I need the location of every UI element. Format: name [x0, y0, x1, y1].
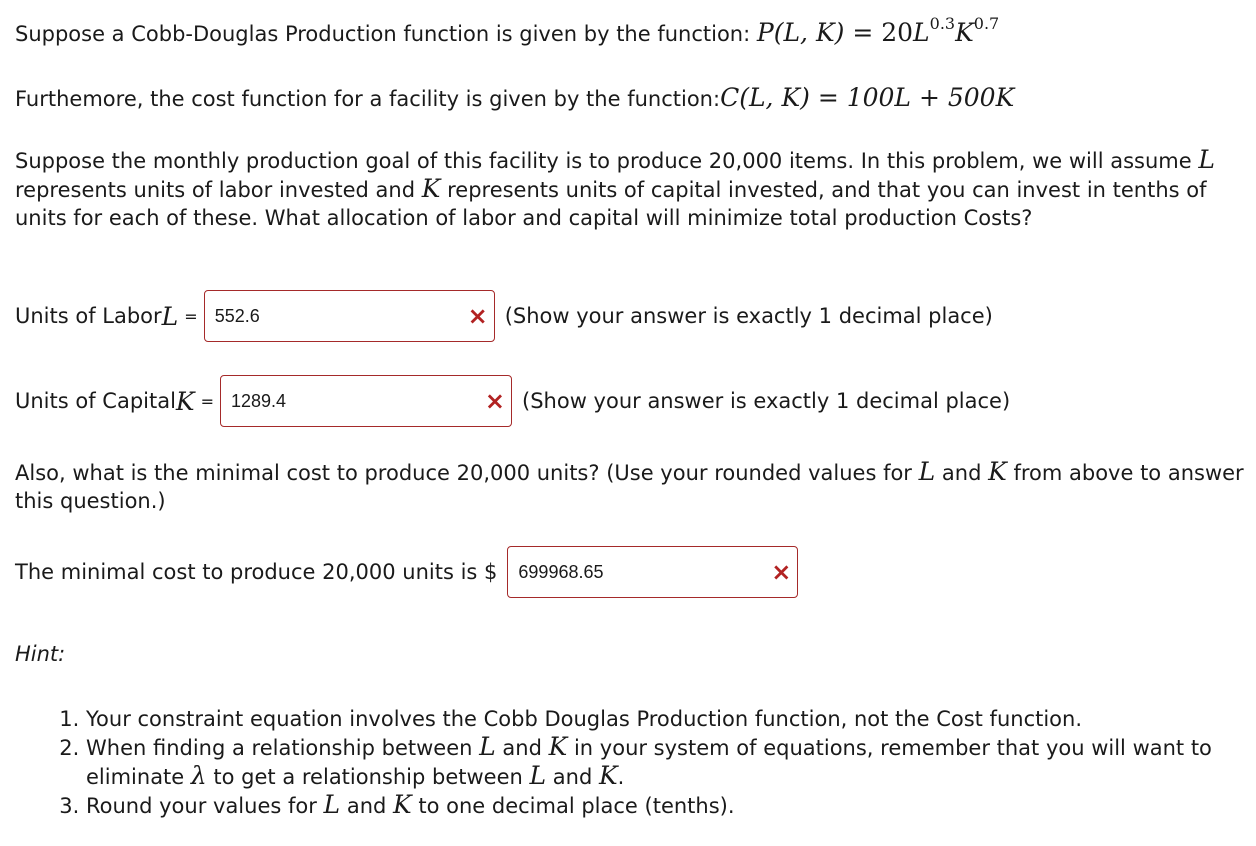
cost-input[interactable]: [518, 562, 765, 583]
hint-item-2-text: .: [617, 765, 625, 789]
hint-item-2-text: and: [546, 765, 599, 789]
cost-incorrect-icon: ×: [771, 558, 792, 586]
capital-answer-row: [15, 375, 1010, 427]
cost-answer-box: [507, 546, 798, 598]
cost-function-statement: [15, 83, 1014, 112]
cost-prefix: Furthemore, the cost function for a facility is given by the function:: [15, 87, 721, 111]
labor-answer-row: [15, 290, 993, 342]
problem-part2: represents units of labor invested and: [15, 178, 422, 202]
hint-var-K: K: [598, 761, 618, 790]
problem-var-L: L: [1198, 145, 1215, 174]
hint-item-3-text: and: [340, 794, 394, 818]
production-eq: = 20: [844, 18, 914, 47]
hint-item-3-text: Round your values for: [86, 794, 324, 818]
hint-item: [86, 705, 1246, 733]
labor-label: Units of Labor: [15, 304, 162, 328]
capital-variable: K: [175, 386, 195, 416]
problem-var-K: K: [421, 174, 441, 203]
also-var-K: K: [988, 457, 1007, 486]
hint-item: [86, 733, 1246, 791]
hint-item-1-text: Your constraint equation involves the Cobb Douglas Production function, not the Cost function.: [86, 707, 1083, 731]
production-L-exponent: 0.3: [929, 14, 956, 33]
capital-note: (Show your answer is exactly 1 decimal place): [522, 389, 1011, 413]
capital-label: Units of Capital: [15, 389, 176, 413]
minimal-cost-question: [15, 458, 1247, 515]
labor-equals: =: [184, 306, 198, 326]
hint-item-2-text: to get a relationship between: [206, 765, 530, 789]
labor-input[interactable]: [215, 306, 462, 327]
labor-variable: L: [161, 301, 179, 331]
production-lhs: P(L, K): [756, 18, 845, 47]
capital-input[interactable]: [231, 391, 479, 412]
also-part3: from above to answer this question.): [15, 461, 1244, 513]
problem-part1: Suppose the monthly production goal of this facility is to produce 20,000 items. In this problem, we will assume: [15, 149, 1199, 173]
hint-var-L: L: [323, 790, 341, 819]
hint-var-K: K: [548, 732, 568, 761]
also-part2: and: [935, 461, 989, 485]
hint-var-L: L: [479, 732, 496, 761]
hint-var-L: L: [529, 761, 547, 790]
hint-list: [50, 705, 1246, 820]
labor-answer-box: [204, 290, 495, 342]
hint-item-2-text: in your system of equations, remember that you will want to eliminate: [86, 736, 1212, 789]
hint-var-K: K: [393, 790, 412, 819]
production-L: L: [913, 18, 930, 47]
production-prefix: Suppose a Cobb-Douglas Production function is given by the function:: [15, 22, 757, 46]
problem-part3: represents units of capital invested, and that you can invest in tenths of units for each of these. What allocation of labor and capital will minimize total production Costs?: [15, 178, 1207, 230]
capital-equals: =: [200, 391, 215, 411]
hint-label: Hint:: [15, 642, 66, 666]
also-part1: Also, what is the minimal cost to produce 20,000 units? (Use your rounded values for: [15, 461, 919, 485]
also-var-L: L: [918, 457, 936, 486]
hint-var-lambda: λ: [190, 761, 207, 790]
hint-item-2-text: and: [495, 736, 549, 760]
capital-answer-box: [220, 375, 512, 427]
cost-answer-label: The minimal cost to produce 20,000 units is $: [15, 560, 498, 584]
problem-statement: [15, 146, 1247, 232]
cost-expression: C(L, K) = 100L + 500K: [720, 83, 1015, 112]
production-function-statement: [15, 14, 1000, 47]
cost-answer-row: [15, 546, 798, 598]
hint-item-2-text: When finding a relationship between: [86, 736, 480, 760]
hint-item-3-text: to one decimal place (tenths).: [411, 794, 735, 818]
hint-item: [86, 791, 1246, 820]
labor-incorrect-icon: ×: [467, 302, 488, 330]
production-K-exponent: 0.7: [973, 14, 1000, 33]
production-K: K: [955, 18, 974, 47]
capital-incorrect-icon: ×: [484, 387, 506, 415]
labor-note: (Show your answer is exactly 1 decimal place): [504, 304, 993, 328]
